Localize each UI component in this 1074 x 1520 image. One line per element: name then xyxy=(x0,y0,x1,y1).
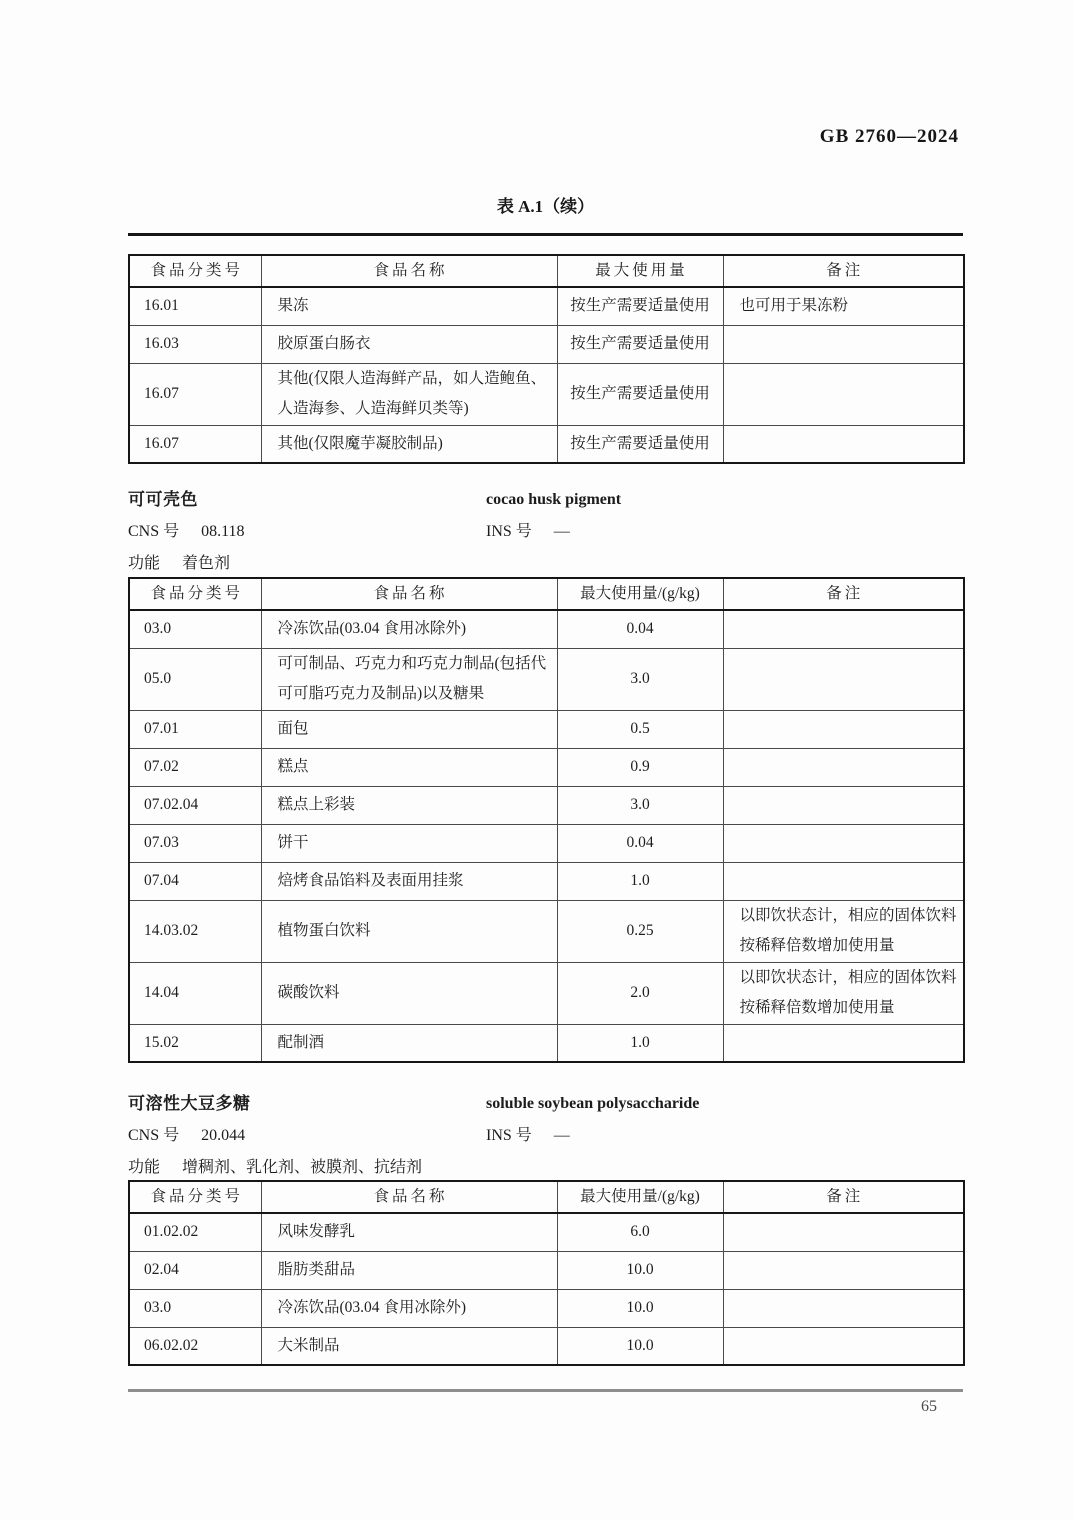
col-header-food-name: 食品名称 xyxy=(261,1181,557,1213)
cell-food-name: 其他(仅限魔芋凝胶制品) xyxy=(261,425,557,463)
cell-note xyxy=(723,425,964,463)
col-header-food-code: 食品分类号 xyxy=(129,255,261,287)
table-row xyxy=(129,824,964,862)
additive-name-cn: 可溶性大豆多糖 xyxy=(128,1094,251,1113)
table-row xyxy=(129,962,964,1024)
table-row xyxy=(129,862,964,900)
additive-heading xyxy=(128,484,963,516)
usage-table-top xyxy=(128,254,965,464)
cell-note xyxy=(723,748,964,786)
cell-food-name: 脂肪类甜品 xyxy=(261,1251,557,1289)
cell-max-usage: 3.0 xyxy=(557,648,723,710)
cell-food-code: 03.0 xyxy=(129,610,261,648)
col-header-food-code: 食品分类号 xyxy=(129,1181,261,1213)
table-header-row xyxy=(129,255,964,287)
cell-food-code: 14.03.02 xyxy=(129,900,261,962)
cell-food-name: 配制酒 xyxy=(261,1024,557,1062)
cell-food-name: 碳酸饮料 xyxy=(261,962,557,1024)
cell-note xyxy=(723,824,964,862)
table-row xyxy=(129,1213,964,1251)
cell-food-code: 16.07 xyxy=(129,425,261,463)
cell-max-usage: 1.0 xyxy=(557,1024,723,1062)
cell-food-code: 16.07 xyxy=(129,363,261,425)
table-title: 表 A.1（续） xyxy=(496,197,595,216)
cns-label: CNS 号 xyxy=(128,523,180,540)
cell-food-name: 其他(仅限人造海鲜产品，如人造鲍鱼、人造海参、人造海鲜贝类等) xyxy=(261,363,557,425)
table-row xyxy=(129,325,964,363)
function-label: 功能 xyxy=(128,555,161,572)
footer-rule xyxy=(128,1389,963,1392)
cell-food-name: 冷冻饮品(03.04 食用冰除外) xyxy=(261,1289,557,1327)
additive-section-soybean-polysaccharide xyxy=(128,1088,963,1184)
table-row xyxy=(129,425,964,463)
additive-name-en: cocao husk pigment xyxy=(486,491,622,508)
additive-name-cn: 可可壳色 xyxy=(128,490,198,509)
usage-table-soybean-polysaccharide xyxy=(128,1180,965,1366)
cell-max-usage: 10.0 xyxy=(557,1289,723,1327)
ins-group xyxy=(486,1120,570,1152)
table-row xyxy=(129,1024,964,1062)
table-row xyxy=(129,1289,964,1327)
table-row xyxy=(129,1251,964,1289)
col-header-note: 备注 xyxy=(723,1181,964,1213)
cell-food-code: 03.0 xyxy=(129,1289,261,1327)
cell-note xyxy=(723,1213,964,1251)
cell-food-name: 植物蛋白饮料 xyxy=(261,900,557,962)
cell-note xyxy=(723,1327,964,1365)
table-header-row xyxy=(129,1181,964,1213)
cell-food-code: 05.0 xyxy=(129,648,261,710)
cell-food-code: 16.01 xyxy=(129,287,261,325)
col-header-food-name: 食品名称 xyxy=(261,255,557,287)
cell-food-code: 07.02 xyxy=(129,748,261,786)
cell-food-name: 焙烤食品馅料及表面用挂浆 xyxy=(261,862,557,900)
col-header-food-code: 食品分类号 xyxy=(129,578,261,610)
ins-label: INS 号 xyxy=(486,1127,532,1144)
col-header-max-usage: 最大使用量/(g/kg) xyxy=(557,1181,723,1213)
table-row xyxy=(129,900,964,962)
table-row xyxy=(129,287,964,325)
cell-food-name: 饼干 xyxy=(261,824,557,862)
cell-note xyxy=(723,648,964,710)
cell-food-code: 06.02.02 xyxy=(129,1327,261,1365)
cell-max-usage: 3.0 xyxy=(557,786,723,824)
cell-max-usage: 0.25 xyxy=(557,900,723,962)
cell-food-code: 07.03 xyxy=(129,824,261,862)
cell-max-usage: 6.0 xyxy=(557,1213,723,1251)
cell-note xyxy=(723,1251,964,1289)
cell-food-name: 糕点上彩装 xyxy=(261,786,557,824)
col-header-max-usage: 最大使用量/(g/kg) xyxy=(557,578,723,610)
cell-food-name: 糕点 xyxy=(261,748,557,786)
additive-heading xyxy=(128,1088,963,1120)
table-row xyxy=(129,710,964,748)
cell-max-usage: 0.9 xyxy=(557,748,723,786)
cell-food-name: 果冻 xyxy=(261,287,557,325)
cell-note xyxy=(723,325,964,363)
additive-ids xyxy=(128,1120,963,1152)
usage-table-cocoa-husk xyxy=(128,577,965,1063)
cell-max-usage: 10.0 xyxy=(557,1327,723,1365)
table-row xyxy=(129,648,964,710)
cell-food-name: 胶原蛋白肠衣 xyxy=(261,325,557,363)
additive-section-cocoa-husk xyxy=(128,484,963,580)
cell-food-name: 冷冻饮品(03.04 食用冰除外) xyxy=(261,610,557,648)
cell-max-usage: 2.0 xyxy=(557,962,723,1024)
cell-food-code: 07.01 xyxy=(129,710,261,748)
cell-max-usage: 按生产需要适量使用 xyxy=(557,287,723,325)
ins-value: — xyxy=(553,523,570,540)
doc-number: GB 2760—2024 xyxy=(819,126,959,147)
additive-function xyxy=(128,548,963,580)
col-header-max-usage: 最大使用量 xyxy=(557,255,723,287)
ins-label: INS 号 xyxy=(486,523,532,540)
cell-note xyxy=(723,862,964,900)
cell-food-name: 风味发酵乳 xyxy=(261,1213,557,1251)
table-row xyxy=(129,363,964,425)
table-row xyxy=(129,610,964,648)
cell-note: 以即饮状态计，相应的固体饮料按稀释倍数增加使用量 xyxy=(723,900,964,962)
cell-food-code: 14.04 xyxy=(129,962,261,1024)
additive-name-en: soluble soybean polysaccharide xyxy=(486,1095,700,1112)
function-value: 增稠剂、乳化剂、被膜剂、抗结剂 xyxy=(182,1159,423,1176)
cell-note xyxy=(723,363,964,425)
page-number: 65 xyxy=(921,1398,937,1415)
cell-max-usage: 按生产需要适量使用 xyxy=(557,363,723,425)
cell-note xyxy=(723,610,964,648)
cell-note: 也可用于果冻粉 xyxy=(723,287,964,325)
cell-max-usage: 按生产需要适量使用 xyxy=(557,425,723,463)
cell-max-usage: 0.5 xyxy=(557,710,723,748)
cell-max-usage: 10.0 xyxy=(557,1251,723,1289)
cell-food-code: 07.04 xyxy=(129,862,261,900)
cell-note: 以即饮状态计，相应的固体饮料按稀释倍数增加使用量 xyxy=(723,962,964,1024)
cell-food-code: 16.03 xyxy=(129,325,261,363)
function-label: 功能 xyxy=(128,1159,161,1176)
cell-max-usage: 按生产需要适量使用 xyxy=(557,325,723,363)
table-header-row xyxy=(129,578,964,610)
additive-ids xyxy=(128,516,963,548)
cell-food-code: 01.02.02 xyxy=(129,1213,261,1251)
cell-food-code: 15.02 xyxy=(129,1024,261,1062)
cell-food-code: 07.02.04 xyxy=(129,786,261,824)
table-row xyxy=(129,748,964,786)
cell-max-usage: 0.04 xyxy=(557,824,723,862)
cell-food-name: 面包 xyxy=(261,710,557,748)
cns-label: CNS 号 xyxy=(128,1127,180,1144)
cns-value: 20.044 xyxy=(201,1127,246,1144)
table-row xyxy=(129,786,964,824)
function-value: 着色剂 xyxy=(182,555,231,572)
cell-food-name: 可可制品、巧克力和巧克力制品(包括代可可脂巧克力及制品)以及糖果 xyxy=(261,648,557,710)
col-header-food-name: 食品名称 xyxy=(261,578,557,610)
cns-value: 08.118 xyxy=(201,523,245,540)
col-header-note: 备注 xyxy=(723,255,964,287)
cell-note xyxy=(723,786,964,824)
table-row xyxy=(129,1327,964,1365)
cell-max-usage: 0.04 xyxy=(557,610,723,648)
col-header-note: 备注 xyxy=(723,578,964,610)
cell-food-name: 大米制品 xyxy=(261,1327,557,1365)
ins-group xyxy=(486,516,570,548)
cell-note xyxy=(723,1024,964,1062)
cell-note xyxy=(723,1289,964,1327)
cell-food-code: 02.04 xyxy=(129,1251,261,1289)
cell-max-usage: 1.0 xyxy=(557,862,723,900)
ins-value: — xyxy=(553,1127,570,1144)
title-rule xyxy=(128,233,963,236)
cell-note xyxy=(723,710,964,748)
